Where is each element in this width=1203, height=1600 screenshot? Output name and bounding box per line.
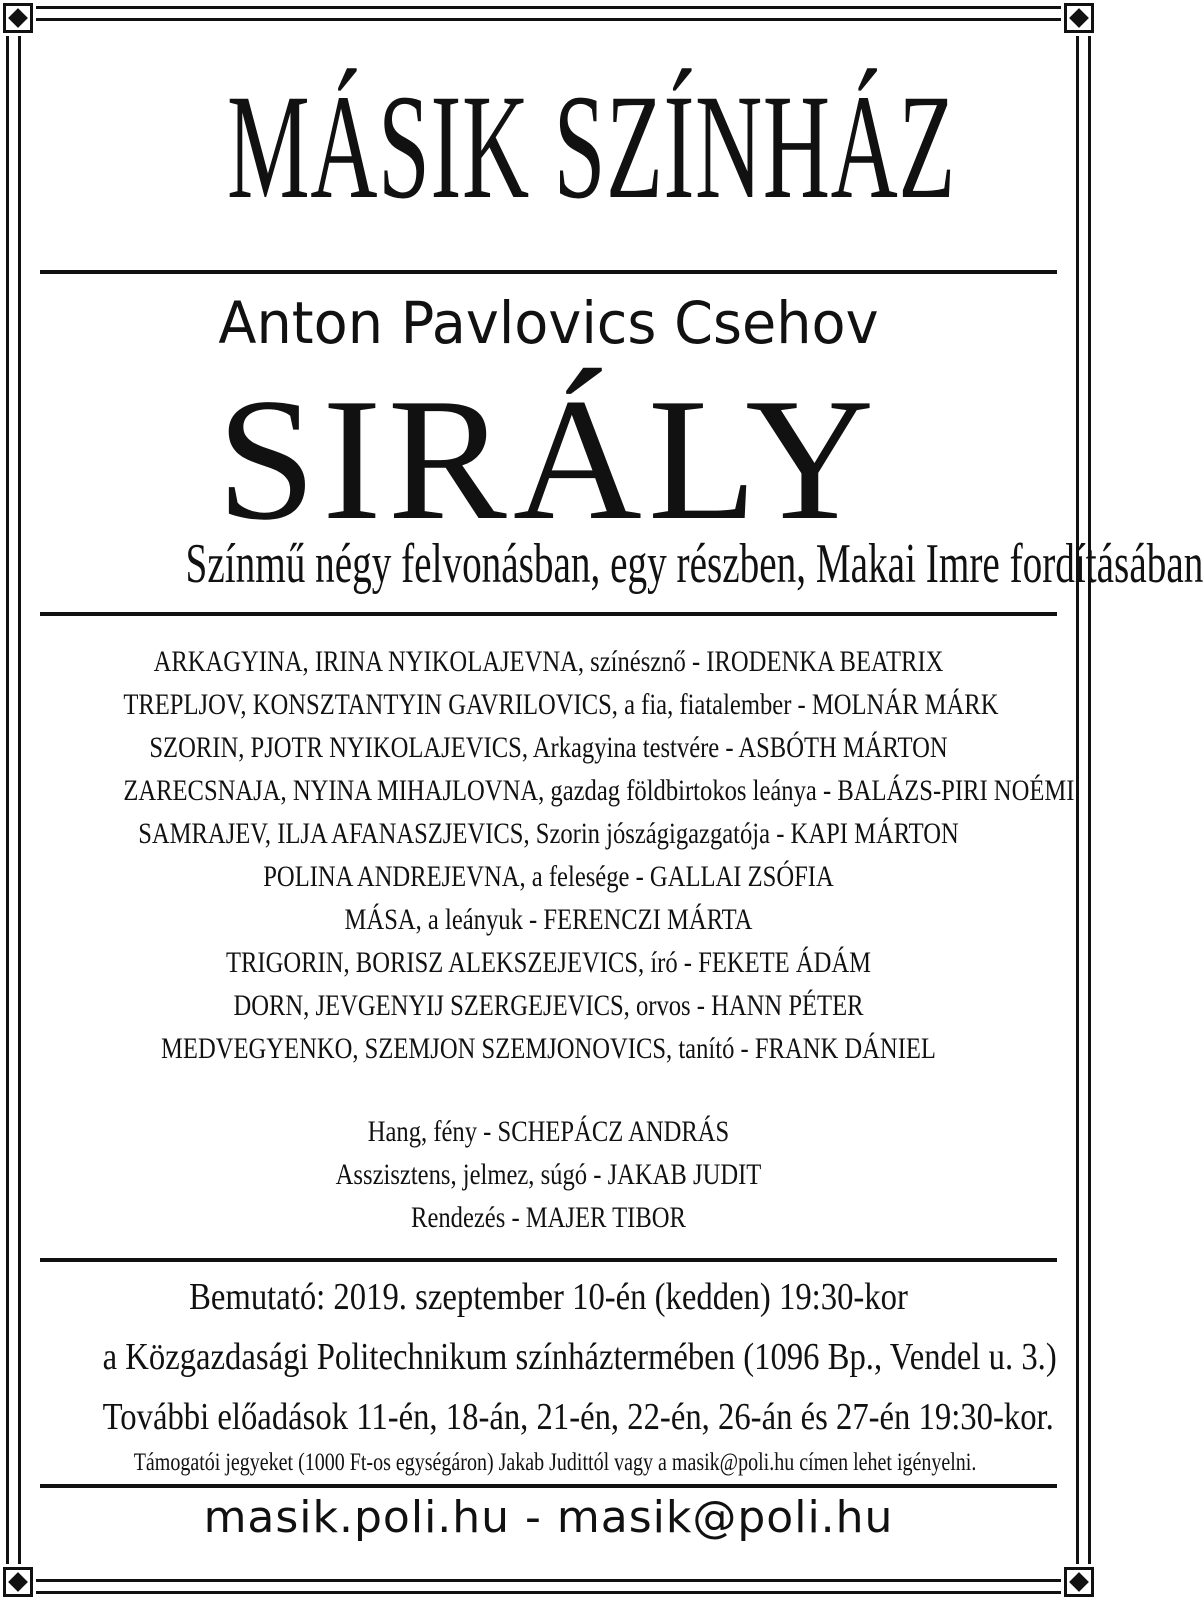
divider-info xyxy=(40,1258,1057,1262)
cast-item: MEDVEGYENKO, SZEMJON SZEMJONOVICS, tanító - FRANK DÁNIEL xyxy=(161,1032,936,1065)
play-subtitle: Színmű négy felvonásban, egy részben, Makai Imre fordításában xyxy=(185,533,1203,595)
premiere-text: Bemutató: 2019. szeptember 10-én (kedden) 19:30-kor xyxy=(189,1276,908,1318)
crew-item: Asszisztens, jelmez, súgó - JAKAB JUDIT xyxy=(335,1158,762,1191)
further-performances-text: További előadások 11-én, 18-án, 21-én, 22-én, 26-án és 27-én 19:30-kor. xyxy=(102,1396,1054,1438)
corner-ornament-top-right xyxy=(1061,0,1097,36)
cast-item: TRIGORIN, BORISZ ALEKSZEJEVICS, író - FEKETE ÁDÁM xyxy=(225,946,872,979)
contact-line: masik.poli.hu - masik@poli.hu xyxy=(203,1492,894,1543)
corner-ornament-bottom-left xyxy=(0,1564,36,1600)
play-title: SIRÁLY xyxy=(216,362,881,556)
cast-item: ZARECSNAJA, NYINA MIHAJLOVNA, gazdag földbirtokos leánya - BALÁZS-PIRI NOÉMI xyxy=(123,774,1075,807)
crew-item: Hang, fény - SCHEPÁCZ ANDRÁS xyxy=(367,1115,730,1148)
cast-item: SAMRAJEV, ILJA AFANASZJEVICS, Szorin jószágigazgatója - KAPI MÁRTON xyxy=(138,817,959,850)
ticket-info-text: Támogatói jegyeket (1000 Ft-os egységáron) Jakab Judittól vagy a masik@poli.hu címen lehet igényelni. xyxy=(133,1449,977,1476)
cast-item: SZORIN, PJOTR NYIKOLAJEVICS, Arkagyina testvére - ASBÓTH MÁRTON xyxy=(149,731,948,764)
divider-top xyxy=(40,270,1057,274)
cast-item: POLINA ANDREJEVNA, a felesége - GALLAI ZSÓFIA xyxy=(263,860,834,893)
author-name: Anton Pavlovics Csehov xyxy=(218,289,879,357)
cast-list xyxy=(30,640,1075,1070)
cast-item: DORN, JEVGENYIJ SZERGEJEVICS, orvos - HANN PÉTER xyxy=(233,989,864,1022)
venue-text: a Közgazdasági Politechnikum színháztermében (1096 Bp., Vendel u. 3.) xyxy=(102,1336,1057,1378)
corner-ornament-top-left xyxy=(0,0,36,36)
corner-ornament-bottom-right xyxy=(1061,1564,1097,1600)
theatre-name: MÁSIK SZÍNHÁZ xyxy=(227,64,956,230)
cast-item: TREPLJOV, KONSZTANTYIN GAVRILOVICS, a fia, fiatalember - MOLNÁR MÁRK xyxy=(123,688,999,721)
crew-list xyxy=(30,1110,1067,1239)
crew-item: Rendezés - MAJER TIBOR xyxy=(411,1201,686,1234)
cast-item: MÁSA, a leányuk - FERENCZI MÁRTA xyxy=(344,903,753,936)
cast-item: ARKAGYINA, IRINA NYIKOLAJEVNA, színésznő - IRODENKA BEATRIX xyxy=(153,645,944,678)
divider-subtitle xyxy=(40,612,1057,616)
